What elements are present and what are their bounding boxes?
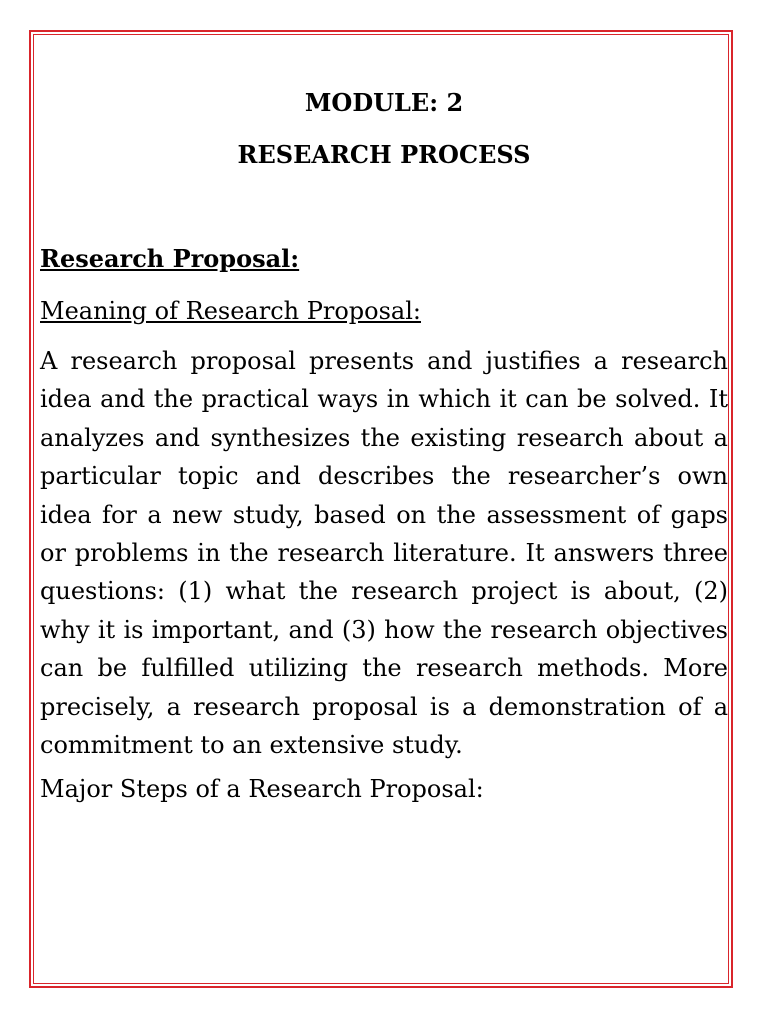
module-title: MODULE: 2 xyxy=(304,88,464,117)
meaning-heading: Meaning of Research Proposal: xyxy=(40,297,421,325)
module-subtitle: RESEARCH PROCESS xyxy=(237,140,531,169)
section-heading: Research Proposal: xyxy=(40,244,300,273)
steps-heading: Major Steps of a Research Proposal: xyxy=(40,775,484,804)
definition-paragraph: A research proposal presents and justifies a research idea and the practical ways in which it can be solved. It analyzes and synthesizes the existing research about a particular topic and describes the researcher’s own idea for a new study, based on the assessment of gaps or problems in the research literature. It answers three questions: (1) what the research project is about, (2) why it is important, and (3) how the research objectives can be fulfilled utilizing the research methods. More precisely, a research proposal is a demonstration of a commitment to an extensive study. xyxy=(40,347,728,760)
document-content xyxy=(40,88,728,804)
